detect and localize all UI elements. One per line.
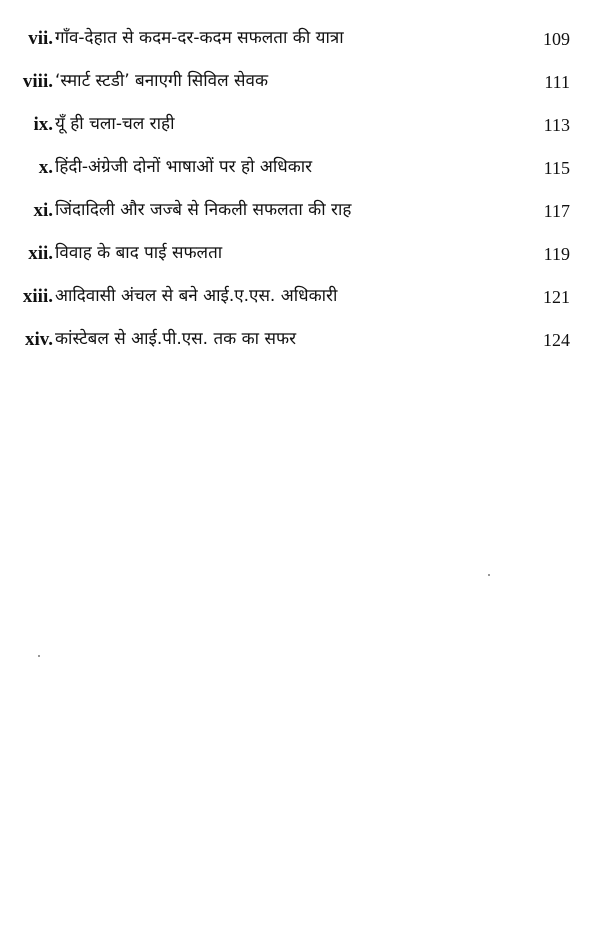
toc-entry-number: xii. xyxy=(28,243,53,264)
toc-entry-number: xiv. xyxy=(25,329,53,350)
toc-entry-title: हिंदी-अंग्रेजी दोनों भाषाओं पर हो अधिकार xyxy=(55,157,313,177)
toc-entry-number: ix. xyxy=(33,114,53,135)
toc-entry-number: x. xyxy=(38,157,53,178)
toc-entry-title: आदिवासी अंचल से बने आई.ए.एस. अधिकारी xyxy=(55,286,338,306)
toc-entry[interactable] xyxy=(0,235,600,278)
toc-entry-number: viii. xyxy=(22,71,53,92)
toc-entry-page: 119 xyxy=(543,244,570,264)
toc-entry-number: xiii. xyxy=(22,286,53,307)
toc-entry-page: 121 xyxy=(543,287,570,307)
toc-entry[interactable] xyxy=(0,149,600,192)
toc-entry-title: गाँव-देहात से कदम-दर-कदम सफलता की यात्रा xyxy=(55,28,344,48)
scan-speck xyxy=(38,655,40,657)
toc-entry[interactable] xyxy=(0,63,600,106)
toc-entry-page: 117 xyxy=(543,201,570,221)
toc-entry[interactable] xyxy=(0,106,600,149)
toc-entry-page: 113 xyxy=(543,115,570,135)
toc-entry-page: 111 xyxy=(544,72,570,92)
toc-entry-title: विवाह के बाद पाई सफलता xyxy=(55,243,223,263)
toc-entry-number: xi. xyxy=(33,200,53,221)
toc-entry-title: कांस्टेबल से आई.पी.एस. तक का सफर xyxy=(55,329,297,349)
toc-entry[interactable] xyxy=(0,278,600,321)
table-of-contents xyxy=(0,20,600,364)
toc-entry-page: 115 xyxy=(543,158,570,178)
toc-entry[interactable] xyxy=(0,321,600,364)
scan-speck xyxy=(488,574,490,576)
toc-entry-title: जिंदादिली और जज्बे से निकली सफलता की राह xyxy=(55,200,352,220)
toc-entry-title: ‘स्मार्ट स्टडी’ बनाएगी सिविल सेवक xyxy=(55,71,269,91)
toc-entry-page: 124 xyxy=(543,330,570,350)
toc-entry[interactable] xyxy=(0,20,600,63)
toc-entry-title: यूँ ही चला-चल राही xyxy=(55,114,175,134)
toc-entry[interactable] xyxy=(0,192,600,235)
toc-entry-page: 109 xyxy=(543,29,570,49)
toc-entry-number: vii. xyxy=(28,28,53,49)
